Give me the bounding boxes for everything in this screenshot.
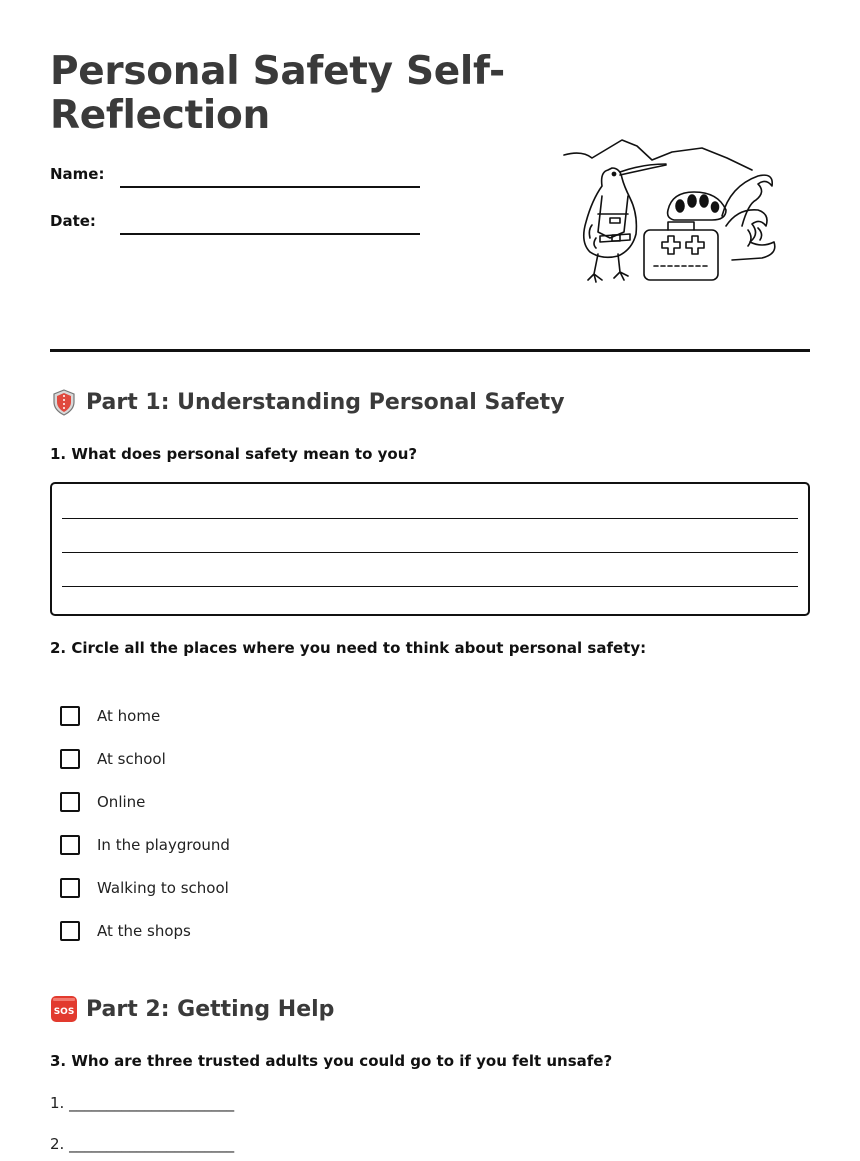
shield-icon (50, 388, 78, 416)
trusted-adult-line-2[interactable]: 2. ______________________ (50, 1135, 235, 1153)
part1-heading (50, 388, 565, 416)
place-label: At home (97, 707, 161, 725)
date-field[interactable] (120, 233, 420, 235)
place-label: Online (97, 793, 146, 811)
place-label: In the playground (97, 836, 230, 854)
place-option-walking[interactable] (60, 878, 229, 898)
checkbox[interactable] (60, 835, 80, 855)
page-title: Personal Safety Self-Reflection (50, 49, 505, 138)
checkbox[interactable] (60, 921, 80, 941)
kiwi-bird-safety-gear-illustration (562, 130, 782, 295)
question-3: 3. Who are three trusted adults you could go to if you felt unsafe? (50, 1052, 613, 1070)
place-option-playground[interactable] (60, 835, 230, 855)
checkbox[interactable] (60, 706, 80, 726)
part2-heading (50, 995, 334, 1023)
part2-title: Part 2: Getting Help (86, 996, 335, 1022)
date-label: Date: (50, 212, 96, 230)
answer-line (62, 518, 798, 519)
place-option-home[interactable] (60, 706, 160, 726)
checkbox[interactable] (60, 749, 80, 769)
place-option-shops[interactable] (60, 921, 191, 941)
checkbox[interactable] (60, 792, 80, 812)
answer-box-q1[interactable] (50, 482, 810, 616)
answer-line (62, 552, 798, 553)
sos-icon (50, 995, 78, 1023)
question-1: 1. What does personal safety mean to you? (50, 445, 418, 463)
name-label: Name: (50, 165, 105, 183)
checkbox[interactable] (60, 878, 80, 898)
place-label: At school (97, 750, 166, 768)
place-option-online[interactable] (60, 792, 145, 812)
svg-text:SOS: SOS (53, 1007, 75, 1017)
place-label: At the shops (97, 922, 191, 940)
question-2: 2. Circle all the places where you need to think about personal safety: (50, 639, 647, 657)
name-field[interactable] (120, 186, 420, 188)
trusted-adult-line-1[interactable]: 1. ______________________ (50, 1094, 235, 1112)
place-option-school[interactable] (60, 749, 166, 769)
part1-title: Part 1: Understanding Personal Safety (86, 389, 565, 415)
section-divider (50, 349, 810, 352)
worksheet-page (50, 0, 810, 1161)
place-label: Walking to school (97, 879, 229, 897)
answer-line (62, 586, 798, 587)
